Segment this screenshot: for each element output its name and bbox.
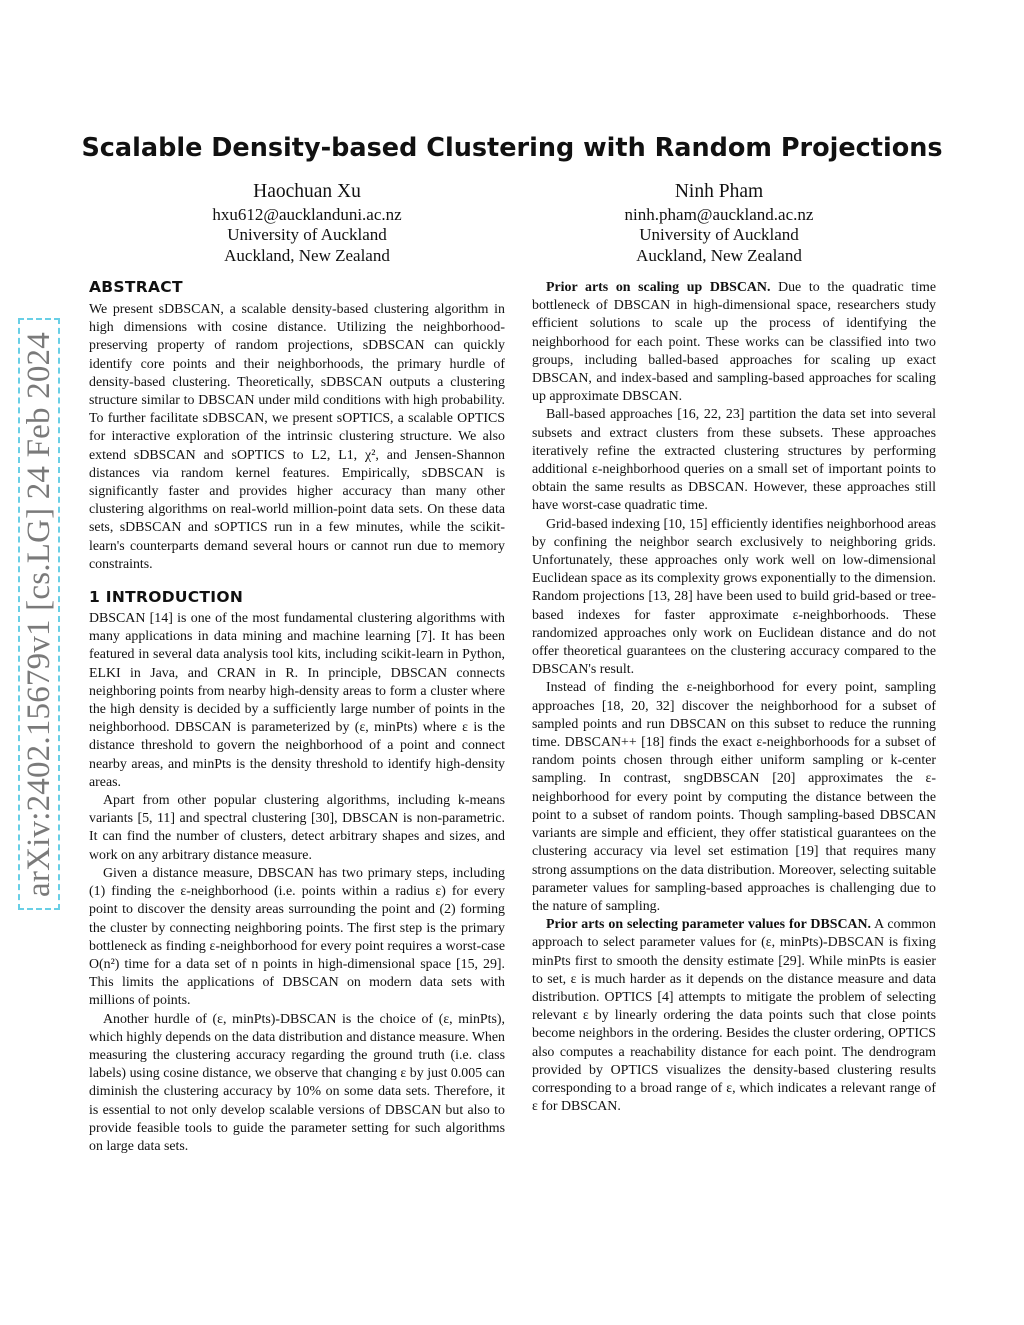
author-affiliation: University of Auckland bbox=[639, 225, 799, 244]
introduction-heading: 1 INTRODUCTION bbox=[89, 588, 244, 607]
author-email: hxu612@aucklanduni.ac.nz bbox=[212, 204, 402, 224]
author-affiliation: University of Auckland bbox=[227, 225, 387, 244]
author-name: Ninh Pham bbox=[674, 181, 764, 202]
arxiv-identifier-stamp bbox=[18, 318, 60, 910]
author-location: Auckland, New Zealand bbox=[636, 245, 802, 265]
intro-paragraph: Given a distance measure, DBSCAN has two primary steps, including (1) finding the ε-neighborhood (i.e. points within a radius ε) for every point to discover the density areas surrounding the point and (2) forming the cluster by connecting neighboring points. The first step is the primary bottleneck as finding ε-neighborhood for every point requires a worst-case O(n²) time for a data set of n points in high-dimensional space [15, 29]. This limits the applications of DBSCAN on modern data sets with millions of points. bbox=[89, 865, 505, 1009]
body-paragraph: Instead of finding the ε-neighborhood for every point, sampling approaches [18, 20, 32] discover the neighborhood for a subset of sampled points and run DBSCAN on this subset to reduce the running time. DBSCAN++ [18] finds the exact ε-neighborhoods for a subset of random points chosen through either uniform sampling or k-center sampling. In contrast, sngDBSCAN [20] approximates the ε-neighborhood for every point by computing the distance between the point to a subset of random points. Though sampling-based DBSCAN variants are simple and efficient, they offer statistical guarantees on the clustering accuracy via level set estimation [19] that requires many strong assumptions on the data distribution. Moreover, selecting suitable parameter values for sampling-based approaches is challenging due to the nature of sampling. bbox=[532, 680, 936, 914]
intro-paragraph: Another hurdle of (ε, minPts)-DBSCAN is the choice of (ε, minPts), which highly depends on the data distribution and distance measure. When measuring the clustering accuracy regarding the ground truth (i.e. class labels) using cosine distance, we observe that changing ε by just 0.005 can diminish the clustering accuracy by 10% on some data sets. Therefore, it is essential to not only develop scalable versions of DBSCAN but also to provide feasible tools to guide the parameter setting for such algorithms on large data sets. bbox=[89, 1011, 505, 1154]
body-paragraph: Ball-based approaches [16, 22, 23] partition the data set into several subsets and extract clusters from these subsets. These approaches iteratively refine the extracted clustering structures by performing additional ε-neighborhood queries on a small set of important points to obtain the same results as DBSCAN. However, these approaches still have worst-case quadratic time. bbox=[532, 407, 936, 514]
prior-arts-params-paragraph bbox=[532, 916, 936, 1116]
author-name: Haochuan Xu bbox=[253, 181, 361, 202]
intro-paragraph: Apart from other popular clustering algorithms, including k-means variants [5, 11] and spectral clustering [30], DBSCAN is non-parametric. It can find the number of clusters, detect arbitrary shapes and sizes, and work on any arbitrary distance measure. bbox=[89, 793, 505, 863]
abstract-heading: ABSTRACT bbox=[89, 278, 183, 296]
arxiv-identifier-text: arXiv:2402.15679v1 [cs.LG] 24 Feb 2024 bbox=[20, 331, 57, 897]
right-column bbox=[532, 279, 936, 1116]
left-column bbox=[89, 278, 505, 1156]
prior-arts-params-text: A common approach to select parameter values for (ε, minPts)-DBSCAN is fixing minPts first to smooth the density estimate [29]. While minPts is easier to set, ε is much harder as it depends on the distance measure and data distribution. OPTICS [4] attempts to mitigate the problem of selecting relevant ε by linearly ordering the data points such that close points become neighbors in the ordering. Besides the cluster ordering, OPTICS also computes a reachability distance for each point. The dendrogram provided by OPTICS visualizes the density-based clustering results corresponding to a broad range of ε, which indicates a relevant range of ε for DBSCAN. bbox=[532, 917, 936, 1115]
paper-title: Scalable Density-based Clustering with Random Projections bbox=[81, 133, 943, 163]
author-block-2 bbox=[539, 182, 899, 266]
prior-arts-scaling-paragraph bbox=[532, 279, 936, 406]
abstract-text: We present sDBSCAN, a scalable density-based clustering algorithm in high dimensions with cosine distance. Utilizing the neighborhood-preserving property of random projections, sDBSCAN can quickly identify core points and their neighborhoods, the primary hurdle of density-based clustering. Theoretically, sDBSCAN outputs a clustering structure similar to DBSCAN under mild conditions with high probability. To further facilitate sDBSCAN, we present sOPTICS, a scalable OPTICS for interactive exploration of the intrinsic clustering structure. We also extend sDBSCAN and sOPTICS to L2, L1, χ², and Jensen-Shannon distances via random kernel features. Empirically, sDBSCAN is significantly faster and provides higher accuracy than many other clustering algorithms on real-world million-point data sets. On these data sets, sDBSCAN and sOPTICS run in a few minutes, while the scikit-learn's counterparts demand several hours or cannot run due to memory constraints. bbox=[89, 302, 505, 572]
prior-arts-scaling-heading: Prior arts on scaling up DBSCAN. bbox=[546, 280, 771, 295]
prior-arts-scaling-text: Due to the quadratic time bottleneck of DBSCAN in high-dimensional space, researchers study efficient solutions to scale up the process of identifying the neighborhood for each point. These works can be classified into two groups, including balled-based approaches for scaling up exact DBSCAN, and index-based and sampling-based approaches for scaling up approximate DBSCAN. bbox=[532, 280, 936, 405]
body-paragraph: Grid-based indexing [10, 15] efficiently identifies neighborhood areas by confining the neighbor search exclusively to neighboring grids. Unfortunately, these approaches only work well on low-dimensional Euclidean space as its complexity grows exponentially to the dimension. Random projections [13, 28] have been used to build grid-based or tree-based indexes for faster approximate ε-neighborhoods. These randomized approaches only work on Euclidean distance and do not offer theoretical guarantees on the clustering accuracy compared to the DBSCAN's result. bbox=[532, 516, 936, 678]
author-email: ninh.pham@auckland.ac.nz bbox=[624, 204, 814, 224]
author-block-1 bbox=[127, 182, 487, 266]
author-location: Auckland, New Zealand bbox=[224, 245, 390, 265]
prior-arts-params-heading: Prior arts on selecting parameter values for DBSCAN. bbox=[546, 917, 872, 933]
intro-paragraph: DBSCAN [14] is one of the most fundamental clustering algorithms with many applications in data mining and machine learning [7]. It has been featured in several data analysis tool kits, including scikit-learn in Python, ELKI in Java, and CRAN in R. In principle, DBSCAN connects neighboring points from nearby high-density areas to form a cluster where the high density is decided by a sufficiently large number of points in the neighborhood. DBSCAN is parameterized by (ε, minPts) where ε is the distance threshold to govern the neighborhood of a point and connect nearby areas, and minPts is the density threshold to identify high-density areas. bbox=[89, 611, 505, 790]
